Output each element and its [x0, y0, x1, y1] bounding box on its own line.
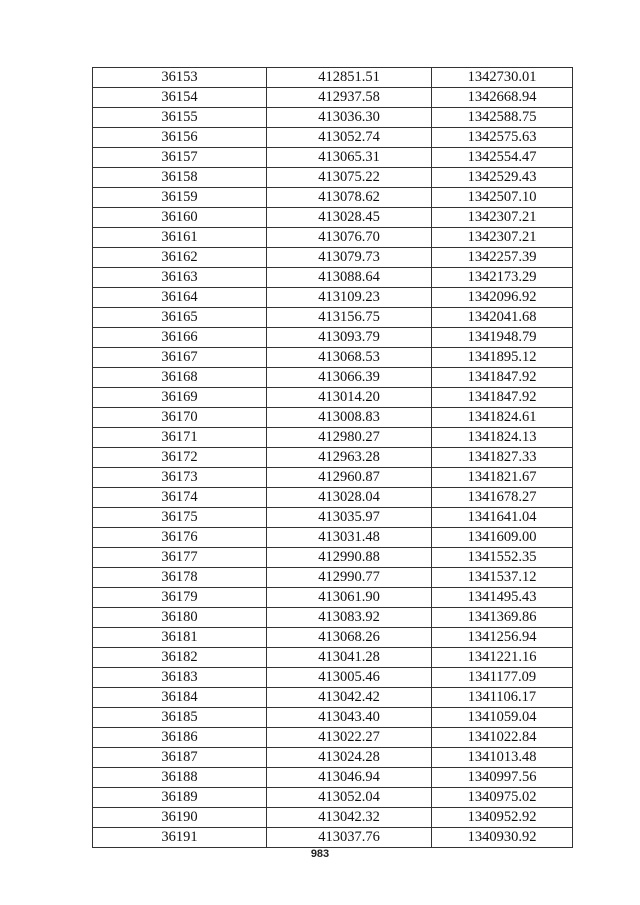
- table-row: [93, 188, 573, 208]
- x-coordinate-cell: 413052.74: [267, 128, 432, 148]
- x-coordinate-cell: 413028.45: [267, 208, 432, 228]
- y-coordinate-cell: 1342257.39: [432, 248, 573, 268]
- y-coordinate-cell: 1341256.94: [432, 628, 573, 648]
- table-row: [93, 508, 573, 528]
- point-id-cell: 36185: [93, 708, 267, 728]
- table-row: [93, 808, 573, 828]
- x-coordinate-cell: 413031.48: [267, 528, 432, 548]
- x-coordinate-cell: 413008.83: [267, 408, 432, 428]
- y-coordinate-cell: 1342554.47: [432, 148, 573, 168]
- table-row: [93, 668, 573, 688]
- y-coordinate-cell: 1340997.56: [432, 768, 573, 788]
- y-coordinate-cell: 1341824.61: [432, 408, 573, 428]
- x-coordinate-cell: 413093.79: [267, 328, 432, 348]
- table-row: [93, 708, 573, 728]
- point-id-cell: 36153: [93, 68, 267, 88]
- point-id-cell: 36187: [93, 748, 267, 768]
- table-row: [93, 248, 573, 268]
- coordinate-table: [92, 67, 573, 848]
- point-id-cell: 36157: [93, 148, 267, 168]
- x-coordinate-cell: 413079.73: [267, 248, 432, 268]
- y-coordinate-cell: 1341895.12: [432, 348, 573, 368]
- y-coordinate-cell: 1342529.43: [432, 168, 573, 188]
- point-id-cell: 36175: [93, 508, 267, 528]
- point-id-cell: 36166: [93, 328, 267, 348]
- x-coordinate-cell: 413061.90: [267, 588, 432, 608]
- point-id-cell: 36189: [93, 788, 267, 808]
- y-coordinate-cell: 1341022.84: [432, 728, 573, 748]
- table-row: [93, 228, 573, 248]
- table-row: [93, 428, 573, 448]
- table-row: [93, 628, 573, 648]
- y-coordinate-cell: 1341059.04: [432, 708, 573, 728]
- x-coordinate-cell: 413083.92: [267, 608, 432, 628]
- x-coordinate-cell: 413088.64: [267, 268, 432, 288]
- y-coordinate-cell: 1341221.16: [432, 648, 573, 668]
- x-coordinate-cell: 412963.28: [267, 448, 432, 468]
- point-id-cell: 36170: [93, 408, 267, 428]
- point-id-cell: 36154: [93, 88, 267, 108]
- table-row: [93, 448, 573, 468]
- y-coordinate-cell: 1341847.92: [432, 368, 573, 388]
- point-id-cell: 36156: [93, 128, 267, 148]
- x-coordinate-cell: 413005.46: [267, 668, 432, 688]
- x-coordinate-cell: 413109.23: [267, 288, 432, 308]
- x-coordinate-cell: 412960.87: [267, 468, 432, 488]
- table-row: [93, 788, 573, 808]
- x-coordinate-cell: 413043.40: [267, 708, 432, 728]
- x-coordinate-cell: 413156.75: [267, 308, 432, 328]
- y-coordinate-cell: 1342041.68: [432, 308, 573, 328]
- y-coordinate-cell: 1341369.86: [432, 608, 573, 628]
- point-id-cell: 36168: [93, 368, 267, 388]
- x-coordinate-cell: 413052.04: [267, 788, 432, 808]
- x-coordinate-cell: 413046.94: [267, 768, 432, 788]
- table-row: [93, 128, 573, 148]
- y-coordinate-cell: 1341827.33: [432, 448, 573, 468]
- y-coordinate-cell: 1342096.92: [432, 288, 573, 308]
- y-coordinate-cell: 1342588.75: [432, 108, 573, 128]
- point-id-cell: 36173: [93, 468, 267, 488]
- point-id-cell: 36177: [93, 548, 267, 568]
- y-coordinate-cell: 1340975.02: [432, 788, 573, 808]
- point-id-cell: 36191: [93, 828, 267, 848]
- y-coordinate-cell: 1341537.12: [432, 568, 573, 588]
- x-coordinate-cell: 413078.62: [267, 188, 432, 208]
- table-row: [93, 828, 573, 848]
- table-row: [93, 768, 573, 788]
- y-coordinate-cell: 1342173.29: [432, 268, 573, 288]
- y-coordinate-cell: 1341106.17: [432, 688, 573, 708]
- point-id-cell: 36179: [93, 588, 267, 608]
- y-coordinate-cell: 1342307.21: [432, 228, 573, 248]
- table-row: [93, 688, 573, 708]
- x-coordinate-cell: 413066.39: [267, 368, 432, 388]
- point-id-cell: 36181: [93, 628, 267, 648]
- table-row: [93, 388, 573, 408]
- table-row: [93, 368, 573, 388]
- table-row: [93, 168, 573, 188]
- table-row: [93, 548, 573, 568]
- table-row: [93, 748, 573, 768]
- y-coordinate-cell: 1342507.10: [432, 188, 573, 208]
- x-coordinate-cell: 413068.53: [267, 348, 432, 368]
- table-row: [93, 588, 573, 608]
- table-row: [93, 268, 573, 288]
- x-coordinate-cell: 413068.26: [267, 628, 432, 648]
- y-coordinate-cell: 1342668.94: [432, 88, 573, 108]
- y-coordinate-cell: 1341948.79: [432, 328, 573, 348]
- point-id-cell: 36155: [93, 108, 267, 128]
- y-coordinate-cell: 1341552.35: [432, 548, 573, 568]
- x-coordinate-cell: 412937.58: [267, 88, 432, 108]
- point-id-cell: 36162: [93, 248, 267, 268]
- y-coordinate-cell: 1342730.01: [432, 68, 573, 88]
- table-row: [93, 108, 573, 128]
- table-row: [93, 468, 573, 488]
- x-coordinate-cell: 413022.27: [267, 728, 432, 748]
- point-id-cell: 36182: [93, 648, 267, 668]
- table-row: [93, 488, 573, 508]
- table-row: [93, 328, 573, 348]
- y-coordinate-cell: 1341641.04: [432, 508, 573, 528]
- point-id-cell: 36165: [93, 308, 267, 328]
- y-coordinate-cell: 1341821.67: [432, 468, 573, 488]
- x-coordinate-cell: 412990.88: [267, 548, 432, 568]
- y-coordinate-cell: 1340952.92: [432, 808, 573, 828]
- table-row: [93, 408, 573, 428]
- point-id-cell: 36176: [93, 528, 267, 548]
- table-row: [93, 308, 573, 328]
- point-id-cell: 36186: [93, 728, 267, 748]
- x-coordinate-cell: 413037.76: [267, 828, 432, 848]
- point-id-cell: 36188: [93, 768, 267, 788]
- point-id-cell: 36190: [93, 808, 267, 828]
- point-id-cell: 36158: [93, 168, 267, 188]
- x-coordinate-cell: 413075.22: [267, 168, 432, 188]
- y-coordinate-cell: 1342307.21: [432, 208, 573, 228]
- point-id-cell: 36164: [93, 288, 267, 308]
- table-row: [93, 148, 573, 168]
- y-coordinate-cell: 1341847.92: [432, 388, 573, 408]
- x-coordinate-cell: 413024.28: [267, 748, 432, 768]
- x-coordinate-cell: 412980.27: [267, 428, 432, 448]
- x-coordinate-cell: 413042.42: [267, 688, 432, 708]
- x-coordinate-cell: 413035.97: [267, 508, 432, 528]
- point-id-cell: 36163: [93, 268, 267, 288]
- y-coordinate-cell: 1341177.09: [432, 668, 573, 688]
- y-coordinate-cell: 1341013.48: [432, 748, 573, 768]
- point-id-cell: 36159: [93, 188, 267, 208]
- point-id-cell: 36169: [93, 388, 267, 408]
- table-row: [93, 288, 573, 308]
- point-id-cell: 36178: [93, 568, 267, 588]
- x-coordinate-cell: 413065.31: [267, 148, 432, 168]
- y-coordinate-cell: 1340930.92: [432, 828, 573, 848]
- x-coordinate-cell: 412851.51: [267, 68, 432, 88]
- table-row: [93, 568, 573, 588]
- point-id-cell: 36167: [93, 348, 267, 368]
- x-coordinate-cell: 413042.32: [267, 808, 432, 828]
- point-id-cell: 36180: [93, 608, 267, 628]
- x-coordinate-cell: 413028.04: [267, 488, 432, 508]
- table-row: [93, 648, 573, 668]
- x-coordinate-cell: 413041.28: [267, 648, 432, 668]
- table-row: [93, 208, 573, 228]
- table-row: [93, 68, 573, 88]
- point-id-cell: 36160: [93, 208, 267, 228]
- x-coordinate-cell: 413076.70: [267, 228, 432, 248]
- x-coordinate-cell: 413036.30: [267, 108, 432, 128]
- point-id-cell: 36172: [93, 448, 267, 468]
- table-row: [93, 608, 573, 628]
- point-id-cell: 36183: [93, 668, 267, 688]
- x-coordinate-cell: 412990.77: [267, 568, 432, 588]
- x-coordinate-cell: 413014.20: [267, 388, 432, 408]
- y-coordinate-cell: 1341824.13: [432, 428, 573, 448]
- table-row: [93, 728, 573, 748]
- point-id-cell: 36161: [93, 228, 267, 248]
- point-id-cell: 36184: [93, 688, 267, 708]
- page-number: 983: [310, 848, 330, 860]
- y-coordinate-cell: 1341495.43: [432, 588, 573, 608]
- table-row: [93, 88, 573, 108]
- table-row: [93, 348, 573, 368]
- table-row: [93, 528, 573, 548]
- coordinate-table-body: [93, 68, 573, 848]
- y-coordinate-cell: 1341609.00: [432, 528, 573, 548]
- point-id-cell: 36174: [93, 488, 267, 508]
- point-id-cell: 36171: [93, 428, 267, 448]
- y-coordinate-cell: 1341678.27: [432, 488, 573, 508]
- y-coordinate-cell: 1342575.63: [432, 128, 573, 148]
